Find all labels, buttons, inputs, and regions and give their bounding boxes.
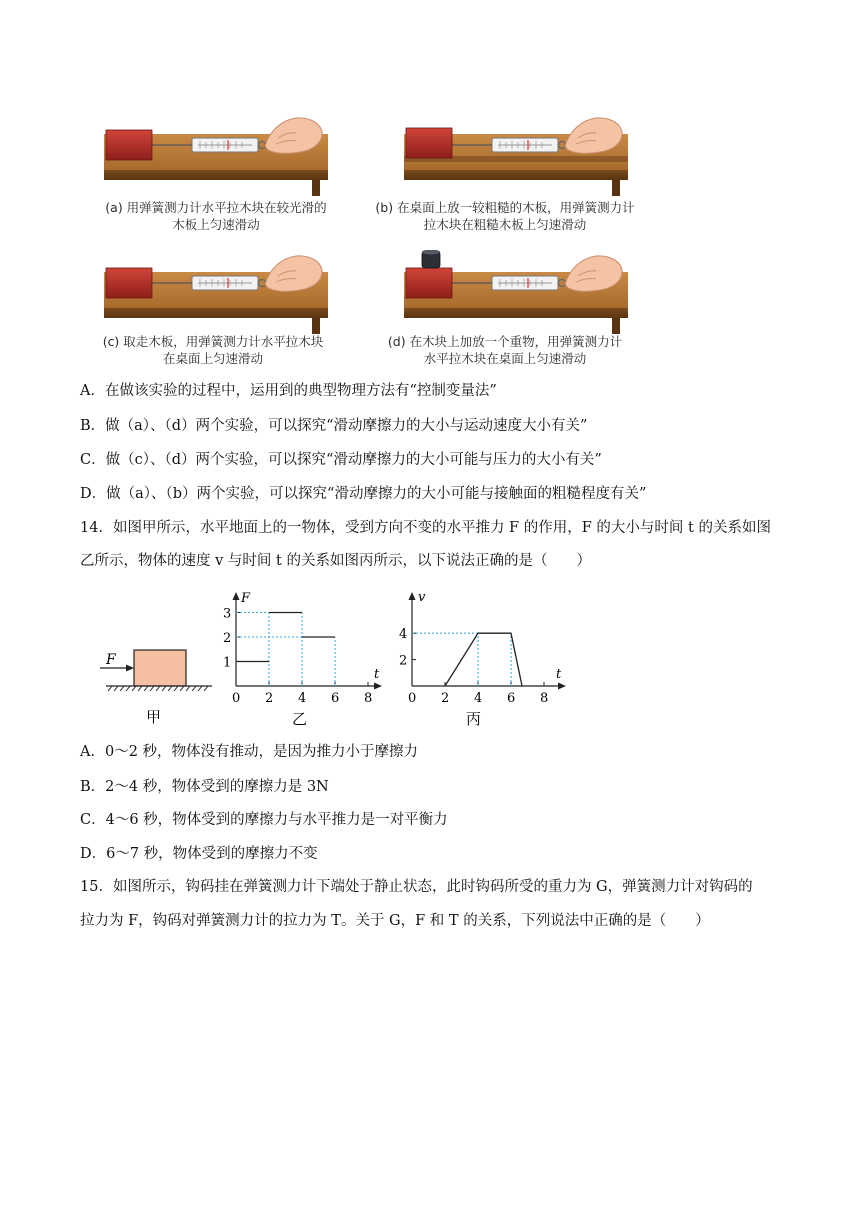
yi-y-tick-label: 3 [223,606,232,622]
figure-jia-caption: 甲 [146,708,162,726]
bing-x-tick-label: 6 [507,691,516,706]
bing-y-tick-label: 2 [399,653,408,669]
experiment-illustration-d [400,250,630,334]
experiment-illustration-c [100,250,330,334]
figure-bing [396,588,576,730]
bing-x-tick-label: 4 [474,691,483,706]
q15-stem-line1: 15．如图所示，钩码挂在弹簧测力计下端处于静止状态，此时钩码所受的重力为 G，弹簧测力计对钩码的 [80,879,753,895]
experiment-illustration-a [100,112,330,196]
yi-x-arrowhead [374,683,382,690]
force-arrowhead [126,665,134,672]
yi-y-tick-label: 2 [223,631,232,646]
yi-x-axis-label: t [374,667,380,682]
force-label: F [106,652,116,668]
q13-option-b[interactable]: B．做（a）、（d）两个实验，可以探究“滑动摩擦力的大小与运动速度大小有关” [80,418,588,434]
experiment-illustration-b [400,112,630,196]
bing-y-tick-label: 4 [399,627,408,643]
q14-option-d[interactable]: D．6～7 秒，物体受到的摩擦力不变 [80,846,318,862]
figure-bing-caption: 丙 [466,710,482,728]
caption-b: (b) 在桌面上放一较粗糙的木板，用弹簧测力计 拉木块在粗糙木板上匀速滑动 [375,200,635,232]
bing-x-tick-label: 8 [540,691,549,706]
figure-yi [214,588,390,730]
yi-x-tick-label: 0 [232,691,241,706]
bing-x-axis-label: t [556,667,562,682]
q14-stem-line1: 14．如图甲所示，水平地面上的一物体，受到方向不变的水平推力 F 的作用，F 的大小与时间 t 的关系如图 [80,520,771,536]
yi-y-axis-label: F [241,591,251,606]
bing-x-arrowhead [558,683,566,690]
bing-y-arrowhead [409,592,416,600]
q13-option-c[interactable]: C．做（c）、（d）两个实验，可以探究“滑动摩擦力的大小可能与压力的大小有关” [80,452,602,468]
bing-x-tick-label: 2 [441,691,450,706]
q14-option-a[interactable]: A．0～2 秒，物体没有推动，是因为推力小于摩擦力 [80,744,419,760]
yi-y-tick-label: 1 [223,655,232,671]
caption-c: (c) 取走木板，用弹簧测力计水平拉木块 在桌面上匀速滑动 [102,334,324,366]
ground-hatch [108,686,208,691]
yi-x-tick-label: 6 [331,691,340,706]
yi-x-tick-label: 4 [298,691,307,706]
caption-d: (d) 在木块上加放一个重物，用弹簧测力计 水平拉木块在桌面上匀速滑动 [387,334,623,366]
q13-option-d[interactable]: D．做（a）、（b）两个实验，可以探究“滑动摩擦力的大小可能与接触面的粗糙程度有关” [80,486,647,502]
q14-option-b[interactable]: B．2～4 秒，物体受到的摩擦力是 3N [80,779,329,795]
figure-yi-caption: 乙 [292,710,308,728]
yi-x-tick-label: 2 [265,691,274,706]
q14-option-c[interactable]: C．4～6 秒，物体受到的摩擦力与水平推力是一对平衡力 [80,812,448,828]
q15-stem-line2: 拉力为 F，钩码对弹簧测力计的拉力为 T。关于 G，F 和 T 的关系，下列说法中正确的是（ ） [80,913,710,929]
yi-x-tick-label: 8 [364,691,373,706]
block-shape [134,650,186,686]
yi-y-arrowhead [233,592,240,600]
bing-y-axis-label: v [418,590,426,605]
q13-option-a[interactable]: A．在做该实验的过程中，运用到的典型物理方法有“控制变量法” [80,383,497,399]
caption-a: (a) 用弹簧测力计水平拉木块在较光滑的 木板上匀速滑动 [105,200,327,232]
figure-jia [96,636,220,730]
bing-x-tick-label: 0 [408,691,417,706]
q14-stem-line2: 乙所示，物体的速度 v 与时间 t 的关系如图丙所示，以下说法正确的是（ ） [80,553,591,569]
